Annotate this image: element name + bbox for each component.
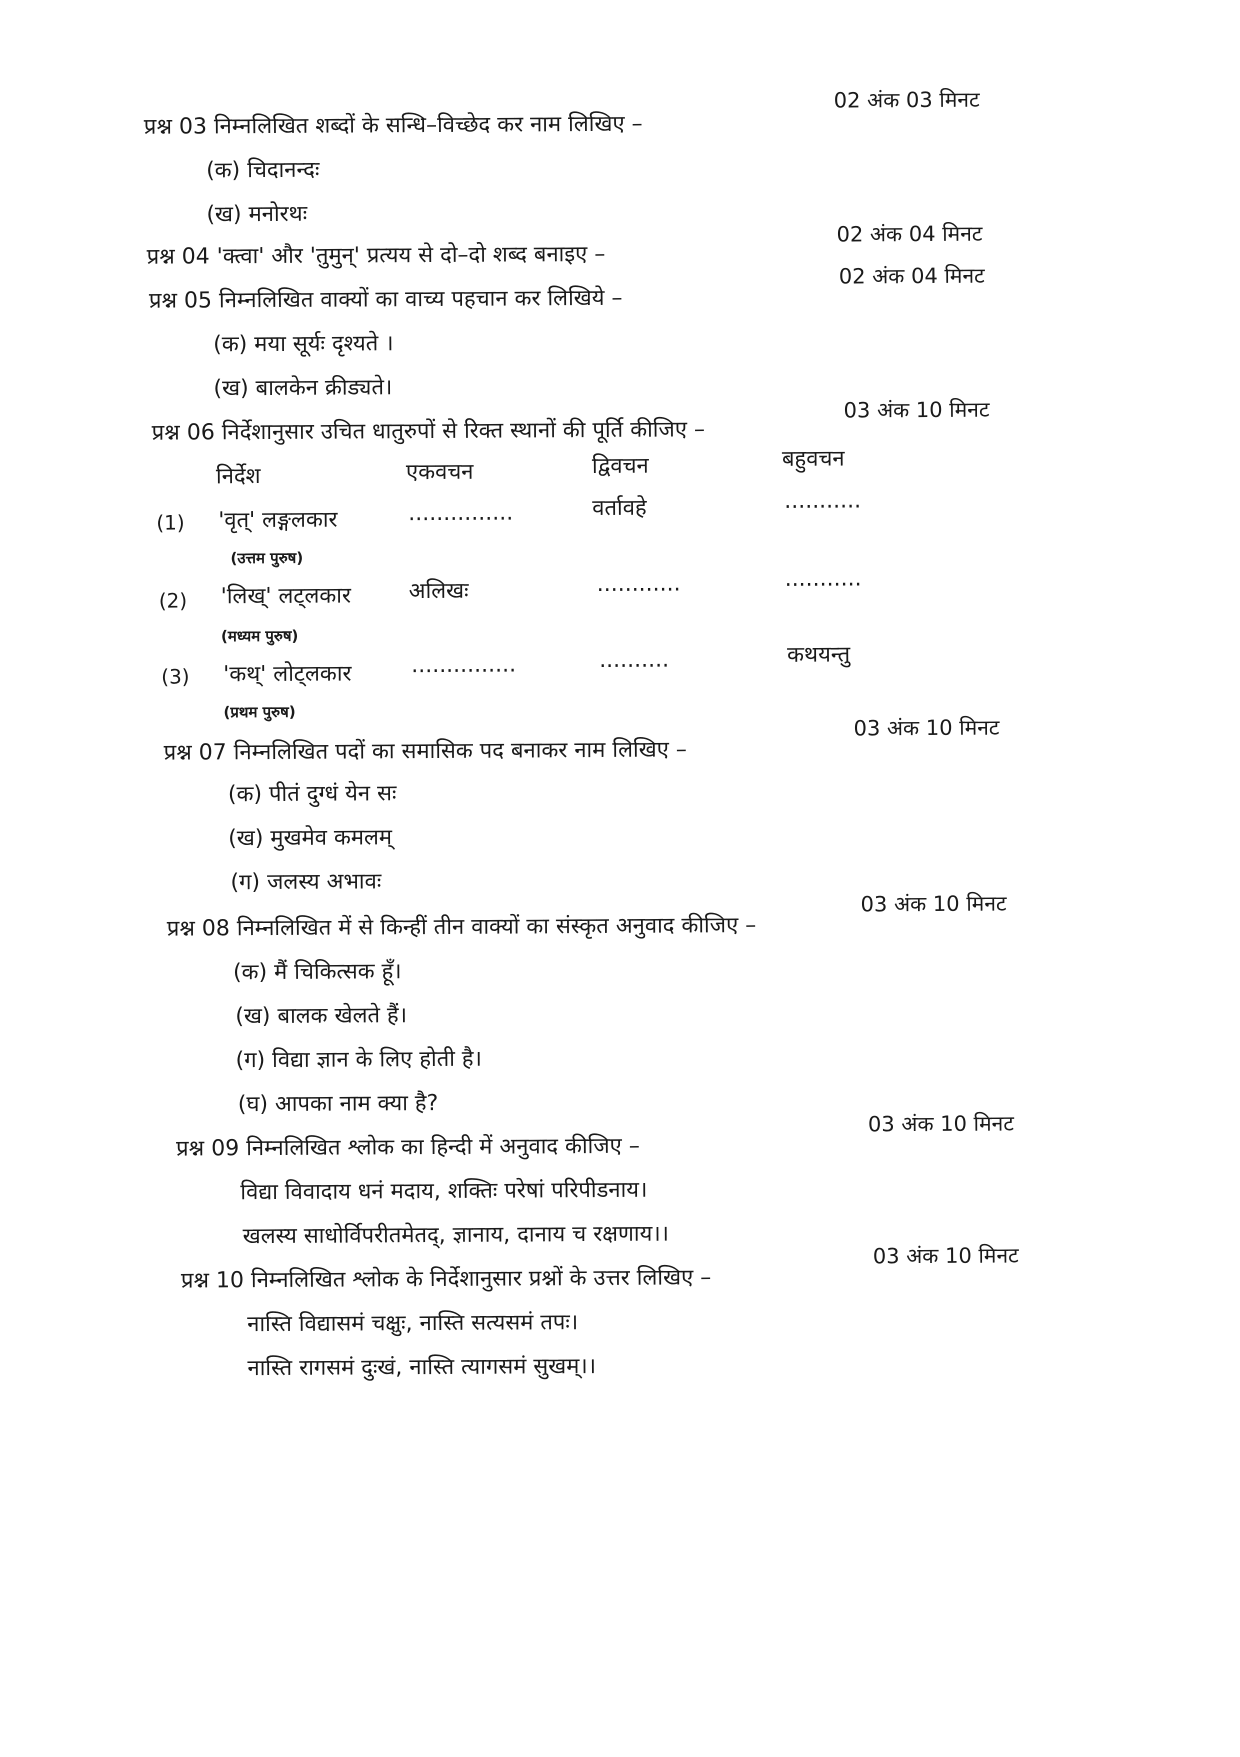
table-header-dual: द्विवचन bbox=[591, 453, 649, 480]
question-03-item-a: (क) चिदानन्दः bbox=[206, 157, 320, 184]
question-06-marks: 03 अंक 10 मिनट bbox=[843, 397, 990, 423]
question-10-verse-line-2: नास्ति रागसमं दुःखं, नास्ति त्यागसमं सुखम्।। bbox=[247, 1354, 597, 1382]
table-row-1-dual: वर्तावहे bbox=[592, 495, 647, 522]
table-row-1-note: (उत्तम पुरुष) bbox=[230, 548, 304, 568]
question-09: प्रश्न 09 निम्नलिखित श्लोक का हिन्दी में अनुवाद कीजिए – bbox=[176, 1133, 640, 1162]
question-07: प्रश्न 07 निम्नलिखित पदों का समासिक पद बनाकर नाम लिखिए – bbox=[163, 737, 687, 766]
question-05: प्रश्न 05 निम्नलिखित वाक्यों का वाच्य पहचान कर लिखिये – bbox=[148, 285, 623, 314]
table-row-2-dual: ............ bbox=[596, 571, 681, 598]
question-03: प्रश्न 03 निम्नलिखित शब्दों के सन्धि–विच्छेद कर नाम लिखिए – bbox=[143, 111, 643, 140]
question-05-item-b: (ख) बालकेन क्रीड्यते। bbox=[213, 375, 393, 402]
question-03-marks: 02 अंक 03 मिनट bbox=[833, 87, 980, 113]
table-row-1-direction: 'वृत्' लङ्गलकार bbox=[218, 507, 338, 534]
question-10-marks: 03 अंक 10 मिनट bbox=[872, 1243, 1019, 1269]
question-09-verse-line-1: विद्या विवादाय धनं मदाय, शक्तिः परेषां परिपीडनाय। bbox=[240, 1177, 648, 1206]
table-header-plural: बहुवचन bbox=[781, 446, 845, 472]
question-09-verse-line-2: खलस्य साधोर्विपरीतमेतद्, ज्ञानाय, दानाय च रक्षणाय।। bbox=[242, 1221, 670, 1250]
question-07-item-c: (ग) जलस्य अभावः bbox=[230, 869, 382, 896]
table-row-3-direction: 'कथ्' लोट्लकार bbox=[223, 661, 352, 688]
question-03-item-b: (ख) मनोरथः bbox=[206, 201, 308, 228]
question-07-marks: 03 अंक 10 मिनट bbox=[853, 715, 1000, 741]
table-row-2-plural: ........... bbox=[784, 566, 862, 592]
question-09-marks: 03 अंक 10 मिनट bbox=[867, 1111, 1014, 1137]
table-row-1-plural: ........... bbox=[784, 488, 862, 514]
question-10: प्रश्न 10 निम्नलिखित श्लोक के निर्देशानुसार प्रश्नों के उत्तर लिखिए – bbox=[180, 1265, 712, 1294]
question-08-item-d: (घ) आपका नाम क्या है? bbox=[237, 1090, 439, 1118]
table-row-3-dual: .......... bbox=[599, 647, 670, 674]
question-05-item-a: (क) मया सूर्यः दृश्यते । bbox=[213, 331, 394, 358]
table-row-2-note: (मध्यम पुरुष) bbox=[220, 626, 299, 646]
question-05-marks: 02 अंक 04 मिनट bbox=[838, 263, 985, 289]
table-row-3-singular: ............... bbox=[411, 652, 517, 679]
table-header-direction: निर्देश bbox=[215, 464, 261, 490]
question-07-item-a: (क) पीतं दुग्धं येन सः bbox=[227, 781, 397, 808]
table-row-3-note: (प्रथम पुरुष) bbox=[223, 702, 296, 722]
question-04: प्रश्न 04 'क्त्वा' और 'तुमुन्' प्रत्यय से दो–दो शब्द बनाइए – bbox=[146, 241, 606, 270]
table-header-singular: एकवचन bbox=[405, 459, 474, 486]
question-08-item-b: (ख) बालक खेलते हैं। bbox=[235, 1003, 408, 1030]
question-08-item-c: (ग) विद्या ज्ञान के लिए होती है। bbox=[235, 1046, 482, 1074]
question-08-marks: 03 अंक 10 मिनट bbox=[860, 891, 1007, 917]
table-row-1-number: (1) bbox=[156, 510, 185, 535]
question-04-marks: 02 अंक 04 मिनट bbox=[836, 221, 983, 247]
question-07-item-b: (ख) मुखमेव कमलम् bbox=[228, 825, 393, 852]
question-06: प्रश्न 06 निर्देशानुसार उचित धातुरुपों से रिक्त स्थानों की पूर्ति कीजिए – bbox=[151, 417, 706, 446]
table-row-3-number: (3) bbox=[161, 664, 190, 689]
table-row-3-plural: कथयन्तु bbox=[787, 642, 851, 668]
question-08-item-a: (क) मैं चिकित्सक हूँ। bbox=[232, 959, 402, 986]
question-10-verse-line-1: नास्ति विद्यासमं चक्षुः, नास्ति सत्यसमं तपः। bbox=[247, 1310, 579, 1338]
table-row-2-direction: 'लिख्' लट्लकार bbox=[220, 583, 352, 610]
table-row-2-singular: अलिखः bbox=[408, 578, 469, 605]
table-row-2-number: (2) bbox=[158, 588, 188, 613]
question-08: प्रश्न 08 निम्नलिखित में से किन्हीं तीन वाक्यों का संस्कृत अनुवाद कीजिए – bbox=[166, 913, 757, 942]
table-row-1-singular: ............... bbox=[408, 500, 514, 527]
